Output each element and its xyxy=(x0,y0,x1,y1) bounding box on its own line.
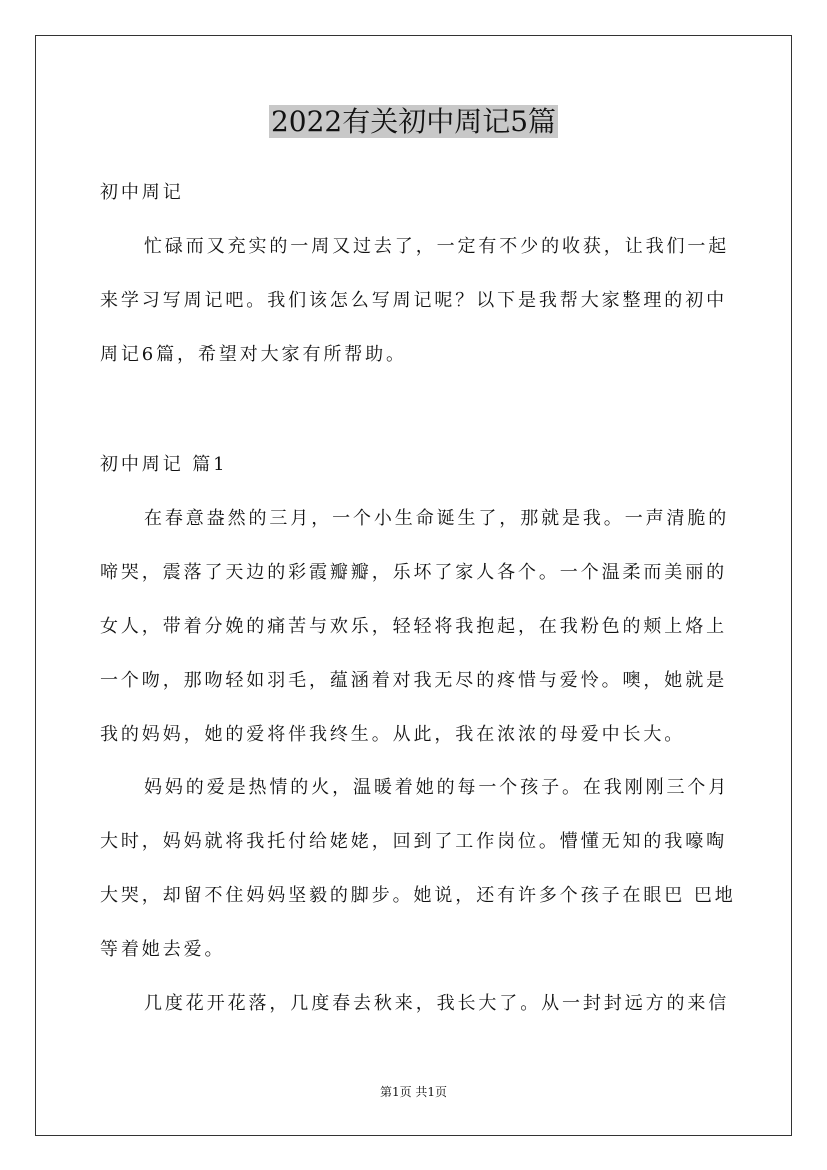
paragraph-line: 我的妈妈，她的爱将伴我终生。从此，我在浓浓的母爱中长大。 xyxy=(100,724,686,745)
document-title-text: 2022有关初中周记5篇 xyxy=(270,105,557,138)
paragraph-line: 等着她去爱。 xyxy=(100,939,226,960)
intro-heading: 初中周记 xyxy=(100,182,184,203)
intro-line: 来学习写周记吧。我们该怎么写周记呢？以下是我帮大家整理的初中 xyxy=(100,290,727,311)
paragraph-line: 几度花开花落，几度春去秋来，我长大了。从一封封远方的来信 xyxy=(144,993,730,1014)
intro-line: 周记6篇，希望对大家有所帮助。 xyxy=(100,344,407,365)
paragraph-line: 啼哭，震落了天边的彩霞瓣瓣，乐坏了家人各个。一个温柔而美丽的 xyxy=(100,562,727,583)
paragraph-line: 大时，妈妈就将我托付给姥姥，回到了工作岗位。懵懂无知的我嚎啕 xyxy=(100,831,727,852)
intro-line: 忙碌而又充实的一周又过去了，一定有不少的收获，让我们一起 xyxy=(144,236,730,257)
section-heading: 初中周记 篇1 xyxy=(100,454,228,475)
paragraph-line: 女人，带着分娩的痛苦与欢乐，轻轻将我抱起，在我粉色的颊上烙上 xyxy=(100,616,727,637)
page-footer: 第1页 共1页 xyxy=(379,1085,448,1099)
document-title xyxy=(0,102,827,142)
paragraph-line: 在春意盎然的三月，一个小生命诞生了，那就是我。一声清脆的 xyxy=(144,508,730,529)
paragraph-line: 大哭，却留不住妈妈坚毅的脚步。她说，还有许多个孩子在眼巴 巴地 xyxy=(100,885,736,906)
paragraph-line: 一个吻，那吻轻如羽毛，蕴涵着对我无尽的疼惜与爱怜。噢，她就是 xyxy=(100,670,727,691)
paragraph-line: 妈妈的爱是热情的火，温暖着她的每一个孩子。在我刚刚三个月 xyxy=(144,777,730,798)
